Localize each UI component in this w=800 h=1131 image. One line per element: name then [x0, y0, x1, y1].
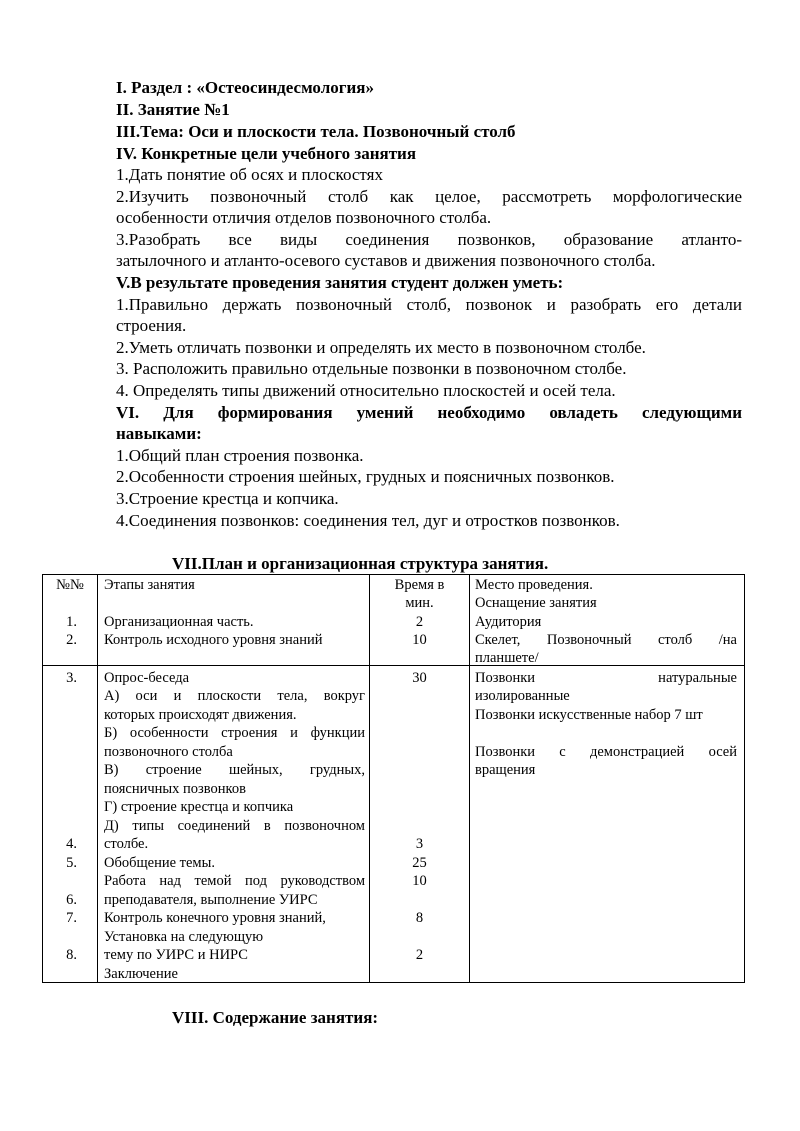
- section-heading-6: VI. Для формирования умений необходимо овладеть следующими: [116, 403, 742, 422]
- stage-text: Опрос-беседа: [104, 670, 190, 686]
- skill-line: 3. Расположить правильно отдельные позвонки в позвоночном столбе.: [116, 359, 627, 378]
- stage-text: поясничных позвонков: [104, 781, 246, 797]
- header-time-unit: мин.: [405, 595, 434, 611]
- stage-text: Б) особенности строения и функции: [104, 725, 365, 741]
- header-num: №№: [56, 577, 84, 593]
- place-text: Аудитория: [475, 614, 542, 630]
- row-number: 8.: [66, 947, 77, 963]
- row-number: 1.: [66, 614, 77, 630]
- time-value: 8: [415, 910, 424, 926]
- stage-text: А) оси и плоскости тела, вокруг: [104, 688, 365, 704]
- habit-line: 4.Соединения позвонков: соединения тел, дуг и отростков позвонков.: [116, 511, 620, 530]
- row-number: 7.: [66, 910, 77, 926]
- row-number: 5.: [66, 855, 77, 871]
- header-equipment: Оснащение занятия: [475, 595, 597, 611]
- place-text: Позвонки с демонстрацией осей: [475, 744, 737, 760]
- row-number: 6.: [66, 892, 77, 908]
- goal-line: 2.Изучить позвоночный столб как целое, рассмотреть морфологические: [116, 187, 742, 206]
- place-text: изолированные: [475, 688, 570, 704]
- row-number: 4.: [66, 836, 77, 852]
- stage-text: Работа над темой под руководством: [104, 873, 365, 889]
- stage-text: Г) строение крестца и копчика: [104, 799, 294, 815]
- time-value: 2: [415, 947, 424, 963]
- goal-line: 3.Разобрать все виды соединения позвонков, образование атланто-: [116, 230, 742, 249]
- stage-text: Установка на следующую: [104, 929, 264, 945]
- section-heading-6-cont: навыками:: [116, 424, 202, 443]
- section-heading-4: IV. Конкретные цели учебного занятия: [116, 144, 417, 163]
- stage-text: позвоночного столба: [104, 744, 233, 760]
- section-heading-1: I. Раздел : «Остеосиндесмология»: [116, 78, 374, 97]
- header-stages: Этапы занятия: [104, 577, 195, 593]
- time-value: 25: [412, 855, 427, 871]
- stage-text: Обобщение темы.: [104, 855, 215, 871]
- time-value: 10: [412, 873, 427, 889]
- stage-text: столбе.: [104, 836, 149, 852]
- place-text: Позвонки натуральные: [475, 670, 737, 686]
- time-value: 30: [412, 670, 427, 686]
- skill-line: 4. Определять типы движений относительно плоскостей и осей тела.: [116, 381, 616, 400]
- habit-line: 3.Строение крестца и копчика.: [116, 489, 339, 508]
- skill-line: 1.Правильно держать позвоночный столб, позвонок и разобрать его детали: [116, 295, 742, 314]
- section-heading-5: V.В результате проведения занятия студент должен уметь:: [116, 273, 564, 292]
- section-heading-3: III.Тема: Оси и плоскости тела. Позвоночный столб: [116, 122, 516, 141]
- row-number: 3.: [66, 670, 77, 686]
- time-value: 2: [415, 614, 424, 630]
- stage-text: Контроль конечного уровня знаний,: [104, 910, 326, 926]
- habit-line: 2.Особенности строения шейных, грудных и поясничных позвонков.: [116, 467, 615, 486]
- stage-text: тему по УИРС и НИРС: [104, 947, 248, 963]
- stage-text: которых происходят движения.: [104, 707, 297, 723]
- stage-text: В) строение шейных, грудных,: [104, 762, 365, 778]
- place-text: Позвонки искусственные набор 7 шт: [475, 707, 703, 723]
- stage-text: Контроль исходного уровня знаний: [104, 632, 323, 648]
- section-heading-7: VII.План и организационная структура занятия.: [172, 554, 549, 573]
- goal-line: затылочного и атланто-осевого суставов и движения позвоночного столба.: [116, 251, 656, 270]
- place-text: вращения: [475, 762, 536, 778]
- stage-text: Организационная часть.: [104, 614, 254, 630]
- stage-text: преподавателя, выполнение УИРС: [104, 892, 318, 908]
- time-value: 10: [412, 632, 427, 648]
- table-divider: [97, 574, 98, 983]
- skill-line: строения.: [116, 316, 187, 335]
- section-heading-2: II. Занятие №1: [116, 100, 230, 119]
- section-heading-8: VIII. Содержание занятия:: [172, 1008, 379, 1027]
- stage-text: Заключение: [104, 966, 178, 982]
- time-value: 3: [415, 836, 424, 852]
- header-time: Время в: [394, 577, 445, 593]
- table-row-divider: [42, 665, 745, 666]
- stage-text: Д) типы соединений в позвоночном: [104, 818, 365, 834]
- goal-line: особенности отличия отделов позвоночного столба.: [116, 208, 492, 227]
- habit-line: 1.Общий план строения позвонка.: [116, 446, 364, 465]
- goal-line: 1.Дать понятие об осях и плоскостях: [116, 165, 383, 184]
- place-text: Скелет, Позвоночный столб /на: [475, 632, 737, 648]
- skill-line: 2.Уметь отличать позвонки и определять их место в позвоночном столбе.: [116, 338, 646, 357]
- place-text: планшете/: [475, 650, 539, 666]
- header-place: Место проведения.: [475, 577, 593, 593]
- row-number: 2.: [66, 632, 77, 648]
